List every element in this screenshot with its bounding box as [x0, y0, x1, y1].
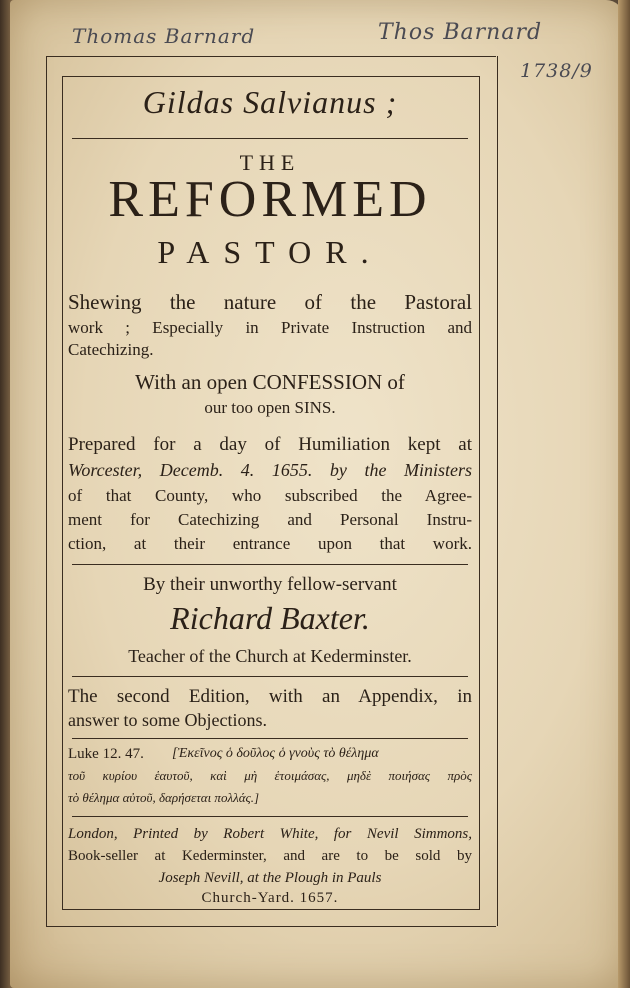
desc-line-3: Catechizing. [68, 340, 154, 359]
inscription-date: 1738/9 [520, 60, 593, 82]
heading-gildas-salvianus: Gildas Salvianus ; [142, 84, 398, 120]
page-edge [618, 0, 630, 988]
by-line: By their unworthy fellow-servant [143, 574, 397, 595]
edition-line-1: The second Edition, with an Appendix, in [68, 686, 472, 707]
scripture-line-3: τὸ θέλημα αὐτοῦ, δαρήσεται πολλάς.] [68, 790, 260, 805]
scripture-line-2: τοῦ κυρίου ἑαυτοῦ, καὶ μὴ ἑτοιμάσας, μηδὲ ποιήσας πρὸς [68, 768, 472, 783]
imprint-line-4: Church-Yard. 1657. [201, 890, 339, 906]
prepared-line-1: Prepared for a day of Humiliation kept at [68, 434, 472, 455]
confession-line-2: our too open SINS. [204, 398, 336, 417]
rule-before-imprint [72, 816, 468, 817]
desc-line-2: work ; Especially in Private Instruction and [68, 318, 472, 337]
prepared-line-4: ment for Catechizing and Personal Instru- [68, 510, 472, 529]
title-pastor: PASTOR. [157, 234, 383, 270]
author-role: Teacher of the Church at Kederminster. [128, 646, 412, 666]
prepared-line-3: of that County, who subscribed the Agree- [68, 486, 472, 505]
title-reformed: REFORMED [108, 171, 432, 228]
edition-line-2: answer to some Objections. [68, 710, 267, 730]
inscription-name-1: Thomas Barnard [72, 24, 256, 48]
bottom-rule-long [46, 926, 496, 927]
imprint-line-1: London, Printed by Robert White, for Nevil Simmons, [68, 826, 472, 842]
scripture-line-1: [Ἐκεῖνος ὁ δοῦλος ὁ γνοὺς τὸ θέλημα [172, 746, 379, 761]
prepared-line-2: Worcester, Decemb. 4. 1655. by the Ministers [68, 460, 472, 480]
rule-after-heading [72, 138, 468, 139]
prepared-line-5: ction, at their entrance upon that work. [68, 534, 472, 553]
inscription-name-2: Thos Barnard [378, 20, 543, 45]
rule-before-edition [72, 676, 468, 677]
imprint-line-3: Joseph Nevill, at the Plough in Pauls [158, 870, 382, 886]
desc-line-1: Shewing the nature of the Pastoral [68, 290, 472, 314]
rule-before-author [72, 564, 468, 565]
imprint-line-2: Book-seller at Kederminster, and are to be sold by [68, 848, 472, 864]
rule-before-scripture [72, 738, 468, 739]
title-the: THE [239, 150, 301, 175]
author-name: Richard Baxter. [170, 600, 370, 636]
confession-line-1: With an open CONFESSION of [135, 370, 405, 394]
scripture-ref: Luke 12. 47. [68, 746, 144, 762]
